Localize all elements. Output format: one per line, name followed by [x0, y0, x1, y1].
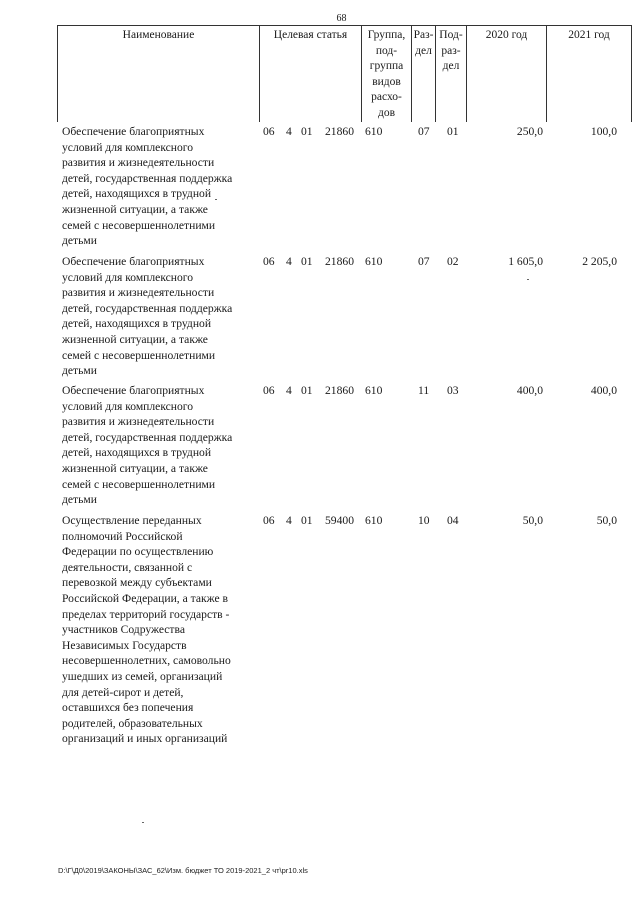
- target-main-activity-code: 01: [301, 514, 313, 527]
- expense-group-code: 610: [365, 514, 383, 527]
- header-year-2021: 2021 год: [568, 29, 610, 41]
- header-subsection: Под- раз- дел: [439, 29, 463, 72]
- header-year-2020: 2020 год: [485, 29, 528, 41]
- expense-group-code: 610: [365, 384, 383, 397]
- target-main-activity-code: 01: [301, 384, 313, 397]
- target-subprogram-code: 4: [286, 125, 292, 138]
- target-program-code: 06: [263, 384, 275, 397]
- table-header-border-right: [631, 25, 632, 122]
- subsection-code: 02: [447, 255, 459, 268]
- amount-2021: 400,0: [590, 384, 617, 397]
- section-code: 07: [418, 255, 430, 268]
- section-code: 07: [418, 125, 430, 138]
- header-name: Наименование: [122, 29, 195, 41]
- target-subprogram-code: 4: [286, 514, 292, 527]
- subsection-code: 01: [447, 125, 459, 138]
- subsection-code: 03: [447, 384, 459, 397]
- target-program-code: 06: [263, 514, 275, 527]
- scan-speck: [527, 279, 529, 280]
- section-code: 10: [418, 514, 430, 527]
- amount-2020: 50,0: [522, 514, 543, 527]
- amount-2020: 250,0: [516, 125, 543, 138]
- expense-group-code: 610: [365, 125, 383, 138]
- amount-2020: 400,0: [516, 384, 543, 397]
- scan-speck: [215, 199, 217, 200]
- amount-2021: 50,0: [596, 514, 617, 527]
- row-name: Обеспечение благоприятных условий для комплексного развития и жизнедеятельности детей, государственная поддержка детей, находящихся в трудной жизненной ситуации, а также семей с несовершеннолетними детьми: [62, 125, 233, 248]
- target-main-activity-code: 01: [301, 125, 313, 138]
- target-direction-code: 21860: [325, 125, 354, 138]
- target-direction-code: 59400: [325, 514, 354, 527]
- row-name: Обеспечение благоприятных условий для комплексного развития и жизнедеятельности детей, государственная поддержка детей, находящихся в трудной жизненной ситуации, а также семей с несовершеннолетними детьми: [62, 255, 233, 378]
- target-direction-code: 21860: [325, 384, 354, 397]
- target-subprogram-code: 4: [286, 384, 292, 397]
- target-program-code: 06: [263, 255, 275, 268]
- amount-2021: 2 205,0: [582, 255, 617, 268]
- amount-2020: 1 605,0: [508, 255, 543, 268]
- target-program-code: 06: [263, 125, 275, 138]
- scan-speck: [142, 822, 144, 823]
- header-section: Раз- дел: [413, 29, 434, 57]
- amount-2021: 100,0: [590, 125, 617, 138]
- table-header-top-border: [57, 25, 631, 26]
- row-name: Обеспечение благоприятных условий для комплексного развития и жизнедеятельности детей, государственная поддержка детей, находящихся в трудной жизненной ситуации, а также семей с несовершеннолетними детьми: [62, 384, 233, 507]
- target-subprogram-code: 4: [286, 255, 292, 268]
- header-target-item: Целевая статья: [273, 29, 348, 41]
- header-expense-group: Группа, под- группа видов расхо- дов: [367, 29, 406, 119]
- expense-group-code: 610: [365, 255, 383, 268]
- file-path-footer: D:\Г\Д0\2019\ЗАКОНЫ\ЗАС_62\Изм. бюджет ТО 2019-2021_2 чт\pr10.xls: [58, 866, 308, 875]
- target-main-activity-code: 01: [301, 255, 313, 268]
- page-number: 68: [336, 13, 347, 24]
- row-name: Осуществление переданных полномочий Российской Федерации по осуществлению деятельности, связанной с перевозкой между субъектами Российской Федерации, а также в пределах территорий государств - участников Содружества Независимых Государств несовершеннолетних, самовольно ушедших из семей, организаций для детей-сирот и детей, оставшихся без попечения родителей, образовательных организаций и иных организаций: [62, 514, 231, 746]
- target-direction-code: 21860: [325, 255, 354, 268]
- section-code: 11: [418, 384, 430, 397]
- subsection-code: 04: [447, 514, 459, 527]
